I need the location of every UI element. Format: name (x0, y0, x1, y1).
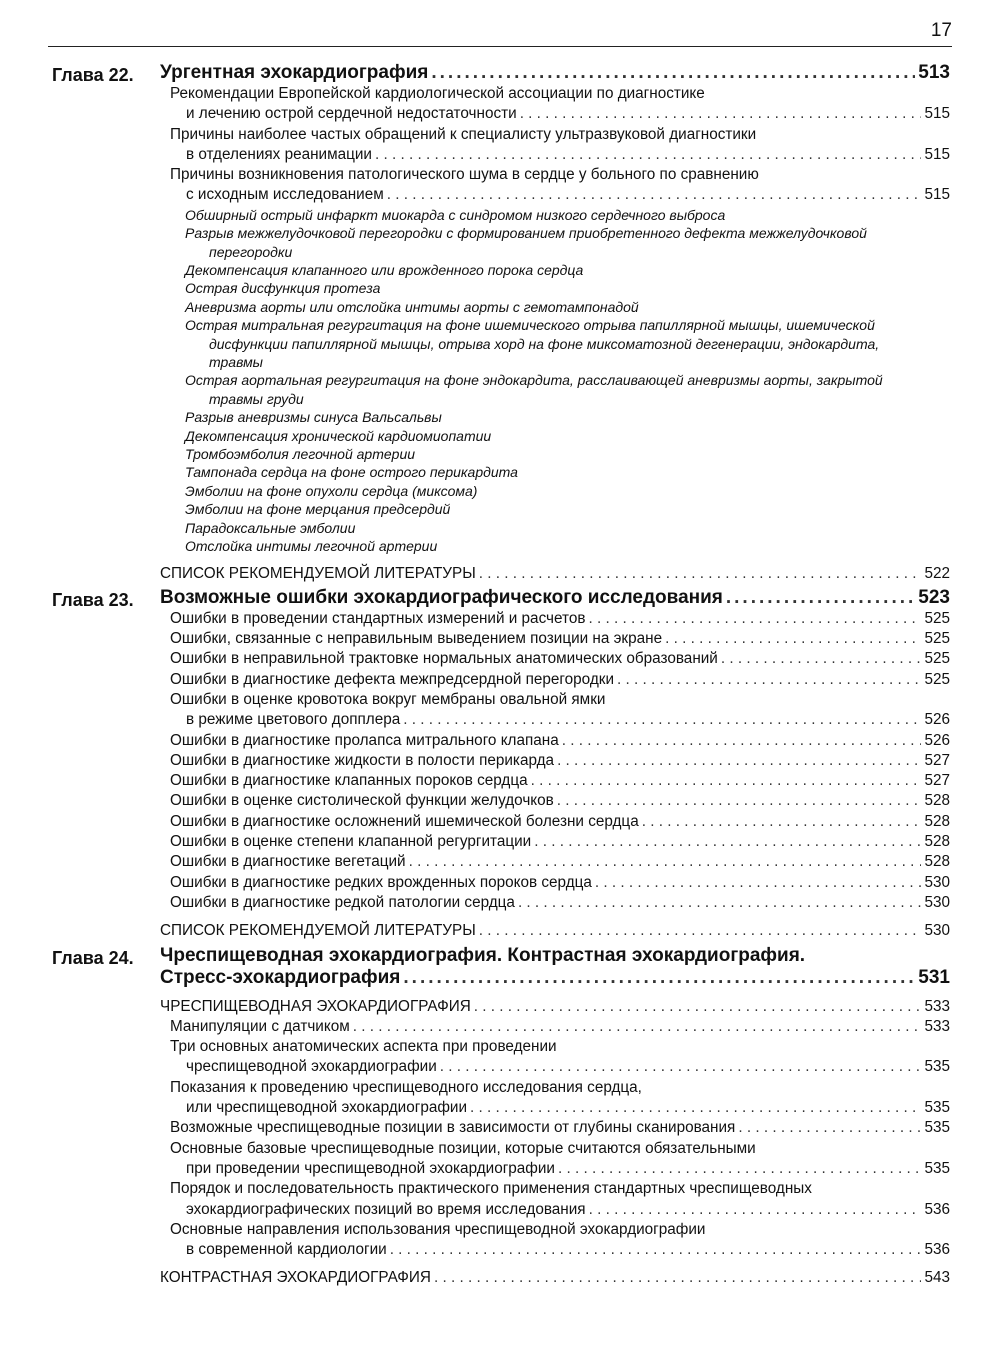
toc-entry-text: с исходным исследованием (186, 186, 384, 204)
toc-entry-text: Основные базовые чреспищеводные позиции, которые считаются обязательными (170, 1139, 756, 1157)
toc-entry[interactable] (170, 629, 950, 649)
toc-subitem[interactable] (185, 463, 930, 481)
dot-leader (353, 1017, 922, 1037)
toc-subitem[interactable] (185, 224, 930, 261)
toc-entry[interactable] (186, 1240, 950, 1260)
toc-entry-line[interactable] (170, 1220, 950, 1240)
toc-entry-text: Ошибки в диагностике клапанных пороков сердца (170, 772, 528, 790)
toc-entry[interactable] (186, 710, 950, 730)
dot-leader (434, 1268, 922, 1288)
toc-entry-line[interactable] (170, 1037, 950, 1057)
toc-entry-line[interactable] (170, 165, 950, 185)
toc-entry[interactable] (186, 185, 950, 205)
dot-leader (520, 104, 922, 124)
toc-entry-text: Ошибки в диагностике жидкости в полости перикарда (170, 751, 555, 769)
toc-page-number: 528 (924, 792, 950, 810)
section-heading[interactable] (160, 1268, 950, 1288)
toc-entry-line[interactable] (170, 84, 950, 104)
toc-subitem-text: дисфункции папиллярной мышцы, отрыва хорд на фоне миксоматозной дегенерации, эндокардита, (209, 335, 880, 352)
toc-entry-text: Причины возникновения патологического шума в сердце у больного по сравнению (170, 166, 759, 184)
spacer (0, 556, 1000, 564)
toc-entry-text: в отделениях реанимации (186, 145, 372, 163)
dot-leader (403, 967, 915, 989)
dot-leader (387, 185, 922, 205)
toc-entry-text: Ошибки в диагностике пролапса митрального клапана (170, 731, 559, 749)
toc-entry[interactable] (170, 791, 950, 811)
toc-entry-line[interactable] (170, 1078, 950, 1098)
toc-page-number: 530 (924, 893, 950, 911)
toc-subitem-text: Разрыв аневризмы синуса Вальсальвы (185, 409, 442, 426)
toc-subitem[interactable] (185, 371, 930, 408)
toc-entry[interactable] (170, 731, 950, 751)
toc-page-number: 513 (918, 62, 950, 83)
toc-page-number: 525 (924, 609, 950, 627)
toc-entry-text: Основные направления использования чреспищеводной эхокардиографии (170, 1220, 706, 1238)
toc-page-number: 535 (924, 1159, 950, 1177)
toc-entry-text: Ошибки в неправильной трактовке нормальных анатомических образований (170, 650, 718, 668)
toc-subitem-text: травмы груди (209, 390, 304, 407)
toc-entry-text: в современной кардиологии (186, 1241, 387, 1259)
toc-entry[interactable] (186, 1200, 950, 1220)
chapter-title[interactable] (160, 587, 950, 609)
toc-page-number: 515 (924, 186, 950, 204)
dot-leader (474, 997, 922, 1017)
toc-entry-text: Ошибки в диагностике вегетаций (170, 853, 406, 871)
toc-entry-line[interactable] (170, 125, 950, 145)
toc-entry-line[interactable] (170, 1179, 950, 1199)
toc-page-number: 533 (924, 1017, 950, 1035)
toc-subitem[interactable] (185, 427, 930, 445)
toc-page-number: 523 (918, 586, 950, 608)
toc-subitem[interactable] (185, 408, 930, 426)
toc-entry-text: Манипуляции с датчиком (170, 1017, 350, 1035)
page-number: 17 (930, 20, 952, 41)
dot-leader (440, 1057, 922, 1077)
toc-entry-text: при проведении чреспищеводной эхокардиографии (186, 1159, 555, 1177)
dot-leader (557, 791, 922, 811)
toc-subitem-text: Обширный острый инфаркт миокарда с синдромом низкого сердечного выброса (185, 206, 726, 223)
toc-subitem[interactable] (185, 206, 930, 224)
toc-entry-text: и лечению острой сердечной недостаточности (186, 105, 517, 123)
dot-leader (431, 62, 915, 84)
toc-entry-text: Ошибки в диагностике редких врожденных пороков сердца (170, 873, 592, 891)
spacer (0, 1260, 1000, 1268)
toc-page-number: 535 (924, 1099, 950, 1117)
toc-subitem-text: Аневризма аорты или отслойка интимы аорты с гемотампонадой (185, 298, 639, 315)
dot-leader (479, 564, 922, 584)
section-heading[interactable] (160, 997, 950, 1017)
toc-entry[interactable] (170, 893, 950, 913)
toc-page-number: 531 (918, 966, 950, 988)
toc-entry-text: Показания к проведению чреспищеводного исследования сердца, (170, 1078, 642, 1096)
dot-leader (726, 587, 915, 609)
chapter-23 (0, 587, 1000, 942)
toc-entry[interactable] (170, 751, 950, 771)
chapter-title-line[interactable] (160, 587, 950, 609)
toc-subitem-text: травмы (209, 354, 263, 371)
dot-leader (557, 751, 921, 771)
dot-leader (642, 812, 922, 832)
toc-page-number: 526 (924, 731, 950, 749)
toc-entry-text: ЧРЕСПИЩЕВОДНАЯ ЭХОКАРДИОГРАФИЯ (160, 997, 471, 1015)
toc-subitem-text: Острая аортальная регургитация на фоне эндокардита, расслаивающей аневризмы аорты, закрытой (185, 372, 883, 389)
toc-entry[interactable] (170, 1118, 950, 1138)
literature-list-entry[interactable] (160, 564, 950, 584)
toc-entry-text: Ошибки в диагностике редкой патологии сердца (170, 893, 515, 911)
toc-page-number: 525 (924, 650, 950, 668)
dot-leader (534, 832, 921, 852)
toc-subitem-text: Разрыв межжелудочковой перегородки с формированием приобретенного дефекта межжелудочковой (185, 225, 867, 242)
toc-page-number: 522 (924, 564, 950, 582)
toc-subitem[interactable] (185, 482, 930, 500)
toc-entry[interactable] (186, 1159, 950, 1179)
dot-leader (403, 710, 921, 730)
toc-entry-text: Чреспищеводная эхокардиография. Контрастная эхокардиография. (160, 944, 806, 966)
literature-list-entry[interactable] (160, 921, 950, 941)
toc-page-number: 525 (924, 630, 950, 648)
toc-subitem[interactable] (185, 279, 930, 297)
toc-entry[interactable] (170, 649, 950, 669)
dot-leader (589, 1200, 922, 1220)
dot-leader (375, 145, 922, 165)
toc-subitem-text: Острая дисфункция протеза (185, 280, 381, 297)
toc-page-number: 530 (924, 922, 950, 940)
toc-entry[interactable] (170, 812, 950, 832)
chapter-title[interactable] (160, 945, 950, 989)
dot-leader (390, 1240, 922, 1260)
chapter-22 (0, 62, 1000, 584)
dot-leader (738, 1118, 921, 1138)
toc-entry-text: Ошибки в оценке степени клапанной регургитации (170, 833, 532, 851)
chapter-label: Глава 23. (52, 589, 134, 610)
dot-leader (409, 852, 922, 872)
toc-page-number: 543 (924, 1269, 950, 1287)
toc-entry-text: Возможные чреспищеводные позиции в зависимости от глубины сканирования (170, 1119, 736, 1137)
toc-page-number: 527 (924, 772, 950, 790)
chapter-title[interactable] (160, 62, 950, 84)
dot-leader (595, 873, 922, 893)
toc-entry[interactable] (170, 873, 950, 893)
chapter-title-line[interactable] (160, 967, 950, 989)
toc-entry[interactable] (170, 832, 950, 852)
toc-subitem-text: Эмболии на фоне опухоли сердца (миксома) (185, 482, 478, 499)
toc-subitem-text: Декомпенсация хронической кардиомиопатии (185, 427, 492, 444)
toc-entry[interactable] (170, 670, 950, 690)
toc-subitem[interactable] (185, 519, 930, 537)
toc-page-number: 536 (924, 1200, 950, 1218)
toc-entry-text: чреспищеводной эхокардиографии (186, 1058, 437, 1076)
toc-entry-text: Порядок и последовательность практического применения стандартных чреспищеводных (170, 1180, 812, 1198)
toc-entry-text: Ошибки в диагностике осложнений ишемической болезни сердца (170, 812, 639, 830)
toc-entry-text: Рекомендации Европейской кардиологической ассоциации по диагностике (170, 85, 705, 102)
toc-entry[interactable] (170, 1017, 950, 1037)
toc-entry[interactable] (186, 1057, 950, 1077)
toc-entry-text: Ошибки, связанные с неправильным выведением позиции на экране (170, 630, 663, 648)
dot-leader (562, 731, 922, 751)
toc-entry[interactable] (170, 771, 950, 791)
chapter-title-line[interactable] (160, 62, 950, 84)
toc-entry-text: Возможные ошибки эхокардиографического исследования (160, 586, 723, 608)
toc-entry-text: Причины наиболее частых обращений к специалисту ультразвуковой диагностики (170, 125, 757, 143)
toc-subitem-text: Парадоксальные эмболии (185, 519, 356, 536)
toc-subitem[interactable] (185, 445, 930, 463)
chapter-title-line[interactable] (160, 945, 950, 967)
toc-entry-line[interactable] (170, 1139, 950, 1159)
toc-page-number: 533 (924, 997, 950, 1015)
toc-entry-text: или чреспищеводной эхокардиографии (186, 1099, 468, 1117)
toc-subitem-text: перегородки (209, 243, 293, 260)
toc-page-number: 515 (924, 145, 950, 163)
toc-page-number: 535 (924, 1058, 950, 1076)
toc-page-number: 536 (924, 1241, 950, 1259)
dot-leader (531, 771, 922, 791)
toc-subitem-text: Тампонада сердца на фоне острого перикардита (185, 464, 518, 481)
toc-entry[interactable] (170, 609, 950, 629)
chapter-24 (0, 945, 1000, 1289)
toc-entry-text: Ошибки в диагностике дефекта межпредсердной перегородки (170, 670, 615, 688)
toc-entry-text: Ошибки в проведении стандартных измерений и расчетов (170, 609, 586, 627)
toc-entry-line[interactable] (170, 690, 950, 710)
chapter-label: Глава 22. (52, 65, 134, 85)
spacer (0, 989, 1000, 997)
toc-entry-text: Ургентная эхокардиография (160, 62, 429, 83)
toc-page-number: 525 (924, 670, 950, 688)
toc-entry[interactable] (170, 852, 950, 872)
toc-subitem[interactable] (185, 500, 930, 518)
toc-entry-text: СПИСОК РЕКОМЕНДУЕМОЙ ЛИТЕРАТУРЫ (160, 922, 476, 940)
toc-page-number: 528 (924, 812, 950, 830)
dot-leader (479, 921, 922, 941)
toc-subitem[interactable] (185, 298, 930, 316)
toc-page-number: 515 (924, 105, 950, 123)
toc-entry[interactable] (186, 145, 950, 165)
dot-leader (470, 1098, 921, 1118)
toc-entry-text: Три основных анатомических аспекта при проведении (170, 1038, 557, 1056)
dot-leader (588, 609, 921, 629)
toc-entry-text: Ошибки в оценке систолической функции желудочков (170, 792, 554, 810)
toc-page-number: 527 (924, 751, 950, 769)
toc-subitem-text: Острая митральная регургитация на фоне ишемического отрыва папиллярной мышцы, ишемической (185, 317, 875, 334)
toc-page-number: 528 (924, 853, 950, 871)
toc-subitem[interactable] (185, 261, 930, 279)
toc-subitem-text: Декомпенсация клапанного или врожденного порока сердца (185, 262, 584, 278)
toc-page-number: 530 (924, 873, 950, 891)
toc-entry-text: в режиме цветового допплера (186, 711, 401, 729)
toc-entry-text: СПИСОК РЕКОМЕНДУЕМОЙ ЛИТЕРАТУРЫ (160, 564, 476, 582)
toc-entry[interactable] (186, 1098, 950, 1118)
table-of-contents (0, 62, 1000, 1292)
toc-entry-text: Стресс-эхокардиография (160, 966, 401, 988)
toc-entry-text: эхокардиографических позиций во время исследования (186, 1200, 586, 1218)
toc-page-number: 526 (924, 711, 950, 729)
header-rule (48, 46, 952, 47)
dot-leader (558, 1159, 921, 1179)
dot-leader (721, 649, 922, 669)
toc-page-number: 535 (924, 1119, 950, 1137)
dot-leader (665, 629, 921, 649)
toc-entry[interactable] (186, 104, 950, 124)
toc-subitem[interactable] (185, 316, 930, 371)
toc-entry-text: КОНТРАСТНАЯ ЭХОКАРДИОГРАФИЯ (160, 1269, 431, 1287)
spacer (0, 913, 1000, 921)
toc-subitem[interactable] (185, 537, 930, 555)
toc-subitem-text: Отслойка интимы легочной артерии (185, 538, 438, 555)
toc-entry-text: Ошибки в оценке кровотока вокруг мембраны овальной ямки (170, 690, 606, 708)
chapter-label: Глава 24. (52, 947, 134, 968)
dot-leader (518, 893, 922, 913)
toc-page-number: 528 (924, 833, 950, 851)
dot-leader (617, 670, 921, 690)
toc-subitem-text: Тромбоэмболия легочной артерии (185, 446, 416, 463)
toc-subitem-text: Эмболии на фоне мерцания предсердий (185, 501, 451, 518)
